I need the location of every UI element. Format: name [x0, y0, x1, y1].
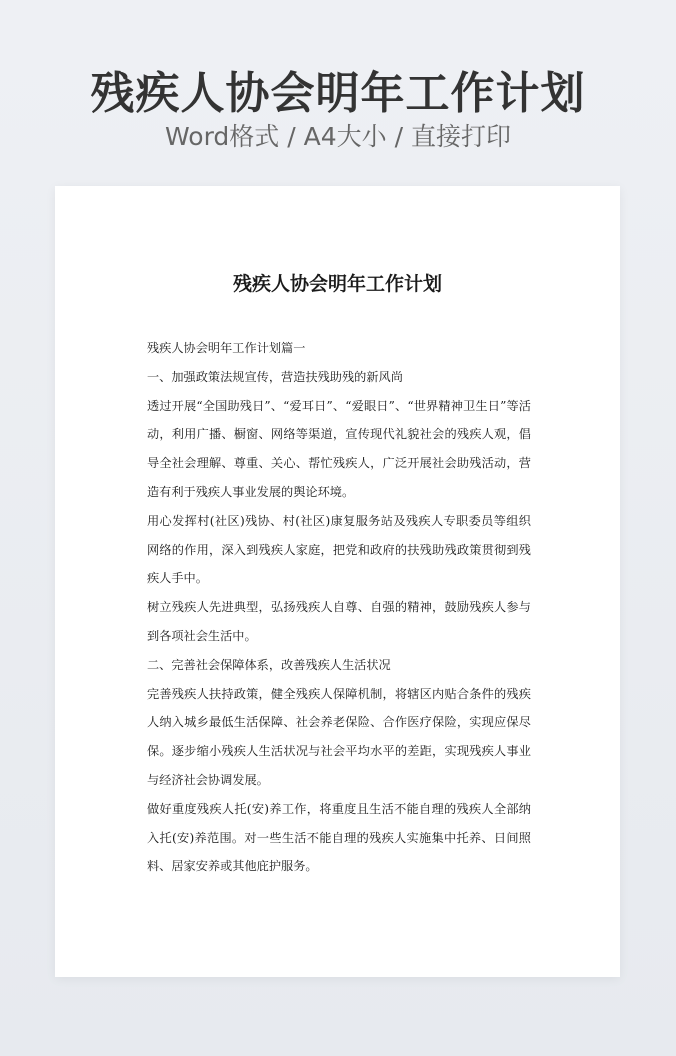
paragraph: 用心发挥村(社区)残协、村(社区)康复服务站及残疾人专职委员等组织网络的作用，深入到残疾人家庭，把党和政府的扶残助残政策贯彻到残疾人手中。: [147, 513, 531, 586]
paragraph-heading-1: 一、加强政策法规宣传，营造扶残助残的新风尚: [147, 369, 403, 384]
paragraph: 做好重度残疾人托(安)养工作，将重度且生活不能自理的残疾人全部纳入托(安)养范围。对一些生活不能自理的残疾人实施集中托养、日间照料、居家安养或其他庇护服务。: [147, 801, 531, 874]
paragraph-heading-2: 二、完善社会保障体系，改善残疾人生活状况: [147, 657, 391, 672]
document-body: [147, 334, 531, 881]
banner-subtitle: Word格式 / A4大小 / 直接打印: [165, 122, 511, 151]
banner-title: 残疾人协会明年工作计划: [90, 68, 586, 119]
document-title: 残疾人协会明年工作计划: [232, 273, 442, 295]
paragraph: 透过开展“全国助残日”、“爱耳日”、“爱眼日”、“世界精神卫生日”等活动，利用广播、橱窗、网络等渠道，宣传现代礼貌社会的残疾人观，倡导全社会理解、尊重、关心、帮忙残疾人，广泛开展社会助残活动，营造有利于残疾人事业发展的舆论环境。: [147, 398, 531, 499]
paragraph-section-heading: 残疾人协会明年工作计划篇一: [147, 341, 306, 355]
paragraph: 完善残疾人扶持政策，健全残疾人保障机制，将辖区内贴合条件的残疾人纳入城乡最低生活保障、社会养老保险、合作医疗保险，实现应保尽保。逐步缩小残疾人生活状况与社会平均水平的差距，实现残疾人事业与经济社会协调发展。: [147, 686, 531, 787]
document-page: [55, 186, 620, 977]
paragraph: 树立残疾人先进典型，弘扬残疾人自尊、自强的精神，鼓励残疾人参与到各项社会生活中。: [147, 600, 531, 643]
